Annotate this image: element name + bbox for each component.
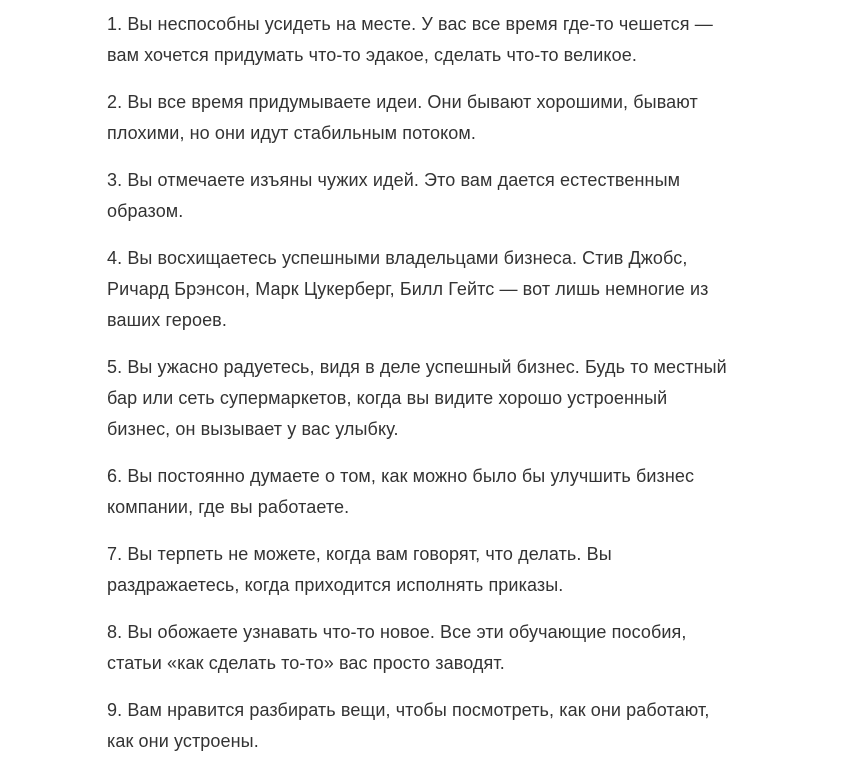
paragraph-line: 7. Вы терпеть не можете, когда вам говорят, что делать. Вы — [107, 544, 612, 564]
paragraph-line: образом. — [107, 201, 184, 221]
paragraph-line: 6. Вы постоянно думаете о том, как можно было бы улучшить бизнес — [107, 466, 695, 486]
paragraph-line: 3. Вы отмечаете изъяны чужих идей. Это вам дается естественным — [107, 170, 681, 190]
paragraph-line: плохими, но они идут стабильным потоком. — [107, 123, 476, 143]
paragraph-line: 1. Вы неспособны усидеть на месте. У вас все время где-то чешется — — [107, 14, 713, 34]
paragraph-line: раздражаетесь, когда приходится исполнять приказы. — [107, 575, 564, 595]
paragraph-line: ваших героев. — [107, 310, 227, 330]
paragraph-line: как они устроены. — [107, 731, 259, 751]
paragraph-line: вам хочется придумать что-то эдакое, сделать что-то великое. — [107, 45, 637, 65]
list-item-1 — [107, 9, 816, 71]
list-item-8 — [107, 617, 816, 679]
paragraph-line: бизнес, он вызывает у вас улыбку. — [107, 419, 399, 439]
list-item-9 — [107, 695, 816, 757]
paragraph-line: 5. Вы ужасно радуетесь, видя в деле успешный бизнес. Будь то местный — [107, 357, 727, 377]
paragraph-line: Ричард Брэнсон, Марк Цукерберг, Билл Гейтс — вот лишь немногие из — [107, 279, 709, 299]
list-item-5 — [107, 352, 816, 445]
paragraph-line: 8. Вы обожаете узнавать что-то новое. Все эти обучающие пособия, — [107, 622, 687, 642]
paragraph-line: компании, где вы работаете. — [107, 497, 350, 517]
list-item-2 — [107, 87, 816, 149]
list-item-6 — [107, 461, 816, 523]
paragraph-line: 4. Вы восхищаетесь успешными владельцами бизнеса. Стив Джобс, — [107, 248, 688, 268]
list-item-3 — [107, 165, 816, 227]
list-item-4 — [107, 243, 816, 336]
paragraph-line: статьи «как сделать то-то» вас просто заводят. — [107, 653, 505, 673]
list-item-7 — [107, 539, 816, 601]
paragraph-line: бар или сеть супермаркетов, когда вы видите хорошо устроенный — [107, 388, 668, 408]
paragraph-line: 2. Вы все время придумываете идеи. Они бывают хорошими, бывают — [107, 92, 698, 112]
paragraph-line: 9. Вам нравится разбирать вещи, чтобы посмотреть, как они работают, — [107, 700, 710, 720]
